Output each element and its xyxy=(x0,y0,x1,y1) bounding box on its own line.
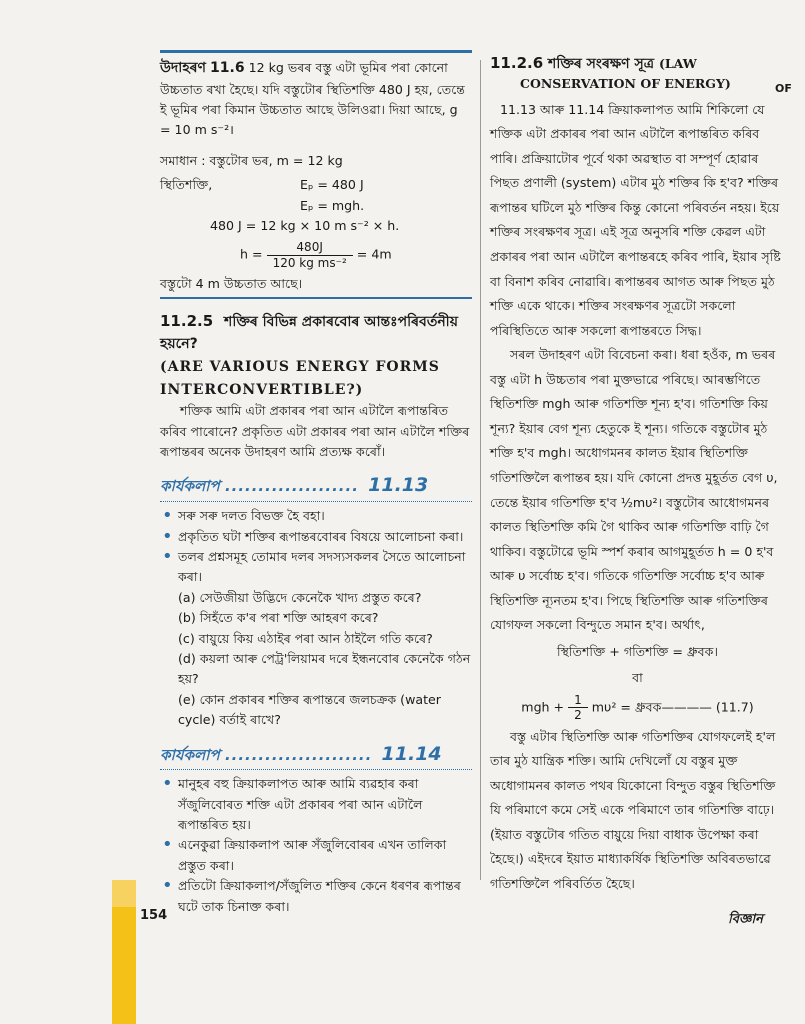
solution-mass: সমাধান : বস্তুটোৰ ভৰ, m = 12 kg xyxy=(160,152,343,168)
sub-question-a: (a) সেউজীয়া উদ্ভিদে কেনেকৈ খাদ্য প্ৰস্তুত কৰে? xyxy=(178,589,422,605)
section-title: শক্তিৰ সংৰক্ষণ সূত্ৰ xyxy=(548,56,655,72)
half-denominator: 2 xyxy=(574,708,582,723)
formula-lhs: mgh + xyxy=(521,699,565,715)
activity-number: 11.13 xyxy=(368,474,429,497)
eq-substitution: 480 J = 12 kg × 10 m s⁻² × h. xyxy=(210,218,400,234)
potential-energy-label: স্থিতিশক্তি, xyxy=(160,177,213,193)
list-item: • এনেকুৱা ক্ৰিয়াকলাপ আৰু সঁজুলিবোৰৰ এখন তালিকা প্ৰস্তুত কৰা। xyxy=(178,835,472,876)
eq-mgh: Eₚ = mgh. xyxy=(300,197,365,213)
section-body: শক্তিক আমি এটা প্ৰকাৰৰ পৰা আন এটালৈ ৰূপান্তৰিত কৰিব পাৰোনে? প্ৰকৃতিত এটা প্ৰকাৰৰ পৰা আন এটালৈ শক্তিৰ ৰূপান্তৰৰ অনেক উদাহৰণ আমি প্ৰত্যক্ষ কৰোঁ। xyxy=(160,403,470,460)
list-item: • সৰু সৰু দলত বিভক্ত হৈ বহা। xyxy=(178,506,472,526)
section-english-title: (ARE VARIOUS ENERGY FORMS INTERCONVERTIBLE?) xyxy=(160,358,440,398)
right-column xyxy=(490,52,785,896)
h-fraction xyxy=(267,240,353,270)
activity-11-14-heading: কাৰ্যকলাপ ...................... 11.14 xyxy=(160,739,472,771)
list-item xyxy=(178,547,472,731)
h-numerator: 480J xyxy=(267,240,353,255)
half-numerator: 1 xyxy=(568,693,588,708)
formula-rhs: mυ² = ধ্ৰুবক———— (11.7) xyxy=(591,699,754,715)
footer-subject: বিজ্ঞান xyxy=(728,912,763,927)
h-lhs: h = xyxy=(240,246,263,262)
paragraph-1: 11.13 আৰু 11.14 ক্ৰিয়াকলাপত আমি শিকিলো যে শক্তিক এটা প্ৰকাৰৰ পৰা আন এটালৈ ৰূপান্তৰিত কৰিব পাৰি। প্ৰক্ৰিয়াটোৰ পূৰ্বে থকা অৱস্থাত বা সম্পূৰ্ণ হোৱাৰ পিছত প্ৰণালী (system) এটাৰ মুঠ শক্তিৰ কি হ'ব? শক্তিৰ ৰূপান্তৰ ঘটিলে মুঠ শক্তিৰ কিন্তু কোনো পৰিবৰ্তন নহয়। ইয়ে শক্তিৰ সংৰক্ষণৰ সূত্ৰ। এই সূত্ৰ অনুসৰি শক্তি কেৱল এটা প্ৰকাৰৰ পৰা আন এটালৈ ৰূপান্তৰহে কৰিব পাৰি, ইয়াৰ সৃষ্টি বা বিনাশ কৰিব নোৱাৰি। ৰূপান্তৰৰ আগত আৰু পিছত মুঠ শক্তি একে থাকে। শক্তিৰ সংৰক্ষণৰ সূত্ৰটো সকলো পৰিস্থিতিতে আৰু সকলো ৰূপান্তৰতে সিদ্ধ। xyxy=(490,101,781,338)
eq-ep: Eₚ = 480 J xyxy=(300,177,364,193)
activity-number: 11.14 xyxy=(381,742,442,765)
activity-11-13-heading: কাৰ্যকলাপ .................... 11.13 xyxy=(160,470,472,502)
activity-label: কাৰ্যকলাপ xyxy=(160,745,220,764)
paragraph-3: বস্তু এটাৰ স্থিতিশক্তি আৰু গতিশক্তিৰ যোগফলেই হ'ল তাৰ মুঠ যান্ত্ৰিক শক্তি। আমি দেখিলোঁ যে বস্তুৰ মুক্ত অধোগামনৰ কালত পথৰ যিকোনো বিন্দুত বস্তুৰ স্থিতিশক্তি যি পৰিমাণে কমে সেই একে পৰিমাণে তাৰ গতিশক্তি বাঢ়ে। (ইয়াত বস্তুটোৰ গতিত বায়ুয়ে দিয়া বাধাক উপেক্ষা কৰা হৈছে।) এইদৰে ইয়াত মাধ্যাকৰ্ষিক স্থিতিশক্তি অবিৰতভাৱে গতিশক্তিলৈ পৰিবৰ্তিত হৈছে। xyxy=(490,728,776,891)
page-number: 154 xyxy=(140,908,168,923)
formula-11-7 xyxy=(490,693,785,723)
list-item: • প্ৰতিটো ক্ৰিয়াকলাপ/সঁজুলিত শক্তিৰ কেনে ধৰণৰ ৰূপান্তৰ ঘটে তাক চিনাক্ত কৰা। xyxy=(178,876,472,917)
section-11-2-5-heading xyxy=(160,309,472,356)
left-column xyxy=(160,50,472,917)
solution-conclusion: বস্তুটো 4 m উচ্চতাত আছে। xyxy=(160,274,472,298)
column-divider xyxy=(480,60,481,880)
h-denominator: 120 kg ms⁻² xyxy=(272,255,347,270)
cropped-word: OF xyxy=(775,82,792,95)
section-number: 11.2.6 xyxy=(490,54,544,72)
h-result: = 4m xyxy=(356,246,392,262)
paragraph-2: সৰল উদাহৰণ এটা বিবেচনা কৰা। ধৰা হওঁক, m ভৰৰ বস্তু এটা h উচ্চতাৰ পৰা মুক্তভাৱে পৰিছে। আৰম্ভণিতে স্থিতিশক্তি mgh আৰু গতিশক্তি শূন্য হ'ব। গতিশক্তি কিয় শূন্য? ইয়াৰ বেগ শূন্য হেতুকে ই শূন্য। গতিকে বস্তুটোৰ মুঠ শক্তি হ'ব mgh। অধোগমনৰ কালত ইয়াৰ স্থিতিশক্তি গতিশক্তিলৈ ৰূপান্তৰ হয়। যদি কোনো প্ৰদত্ত মুহূৰ্তত বেগ υ, তেন্তে ইয়াৰ গতিশক্তি হ'ব ½mυ²। বস্তুটোৰ আধোগমনৰ কালত স্থিতিশক্তি কমি গৈ থাকিব আৰু গতিশক্তি বাঢ়ি গৈ থাকিব। বস্তুটোৱে ভূমি স্পৰ্শ কৰাৰ আগমুহূৰ্তত h = 0 হ'ব আৰু υ সৰ্বোচ্চ হ'ব। গতিকে গতিশক্তি সৰ্বোচ্চ হ'ব আৰু স্থিতিশক্তি ন্যূনতম হ'ব। পিছে স্থিতিশক্তি আৰু গতিশক্তিৰ যোগফল সকলো বিন্দুতে সমান হ'ব। অৰ্থাৎ, xyxy=(490,347,778,633)
page-tab-light xyxy=(112,880,136,908)
sub-question-c: (c) বায়ুয়ে কিয় এঠাইৰ পৰা আন ঠাইলৈ গতি কৰে? xyxy=(178,630,433,646)
page-tab xyxy=(112,907,136,1024)
eq-h-fraction xyxy=(160,240,472,270)
solution-block xyxy=(160,151,472,299)
section-number: 11.2.5 xyxy=(160,311,214,330)
section-title: শক্তিৰ বিভিন্ন প্ৰকাৰবোৰ আন্তঃপৰিবৰ্তনীয় হয়নে? xyxy=(160,313,458,353)
list-item-text: তলৰ প্ৰশ্নসমূহ তোমাৰ দলৰ সদস্যসকলৰ সৈতে আলোচনা কৰা। xyxy=(178,548,466,585)
activity-11-13-list xyxy=(160,506,472,730)
section-english-part1: (LAW xyxy=(658,56,697,71)
sub-question-e: (e) কোন প্ৰকাৰৰ শক্তিৰ ৰূপান্তৰে জলচক্ৰক (water cycle) বৰ্তাই ৰাখে? xyxy=(178,691,441,728)
example-text: 12 kg ভৰৰ বস্তু এটা ভূমিৰ পৰা কোনো উচ্চতাত ৰখা হৈছে। যদি বস্তুটোৰ স্থিতিশক্তি 480 J হয়, তেন্তে ই ভূমিৰ পৰা কিমান উচ্চতাত আছে উলিওৱা। দিয়া আছে, g = 10 m s⁻²। xyxy=(160,60,465,138)
example-number: 11.6 xyxy=(210,60,245,76)
half-fraction xyxy=(568,693,588,723)
example-label: উদাহৰণ xyxy=(160,60,207,76)
sub-question-d: (d) কয়লা আৰু পেট্ৰ'লিয়ামৰ দৰে ইন্ধনবোৰ কেনেকৈ গঠন হয়? xyxy=(178,650,471,687)
section-english-part2: CONSERVATION OF ENERGY) xyxy=(520,76,731,91)
activity-11-14-list xyxy=(160,774,472,917)
sub-question-b: (b) সিহঁতে ক'ৰ পৰা শক্তি আহৰণ কৰে? xyxy=(178,610,379,626)
formula-or: বা xyxy=(632,670,643,686)
activity-label: কাৰ্যকলাপ xyxy=(160,477,220,496)
formula-conservation: স্থিতিশক্তি + গতিশক্তি = ধ্ৰুবক। xyxy=(556,643,718,659)
list-item: • মানুহৰ বহু ক্ৰিয়াকলাপত আৰু আমি ব্যৱহাৰ কৰা সঁজুলিবোৰত শক্তি এটা প্ৰকাৰৰ পৰা আন এটালৈ ৰূপান্তৰিত হয়। xyxy=(178,774,472,835)
example-11-6 xyxy=(160,50,472,141)
section-11-2-6-heading xyxy=(490,52,785,94)
list-item: • প্ৰকৃতিত ঘটা শক্তিৰ ৰূপান্তৰবোৰৰ বিষয়ে আলোচনা কৰা। xyxy=(178,527,472,547)
